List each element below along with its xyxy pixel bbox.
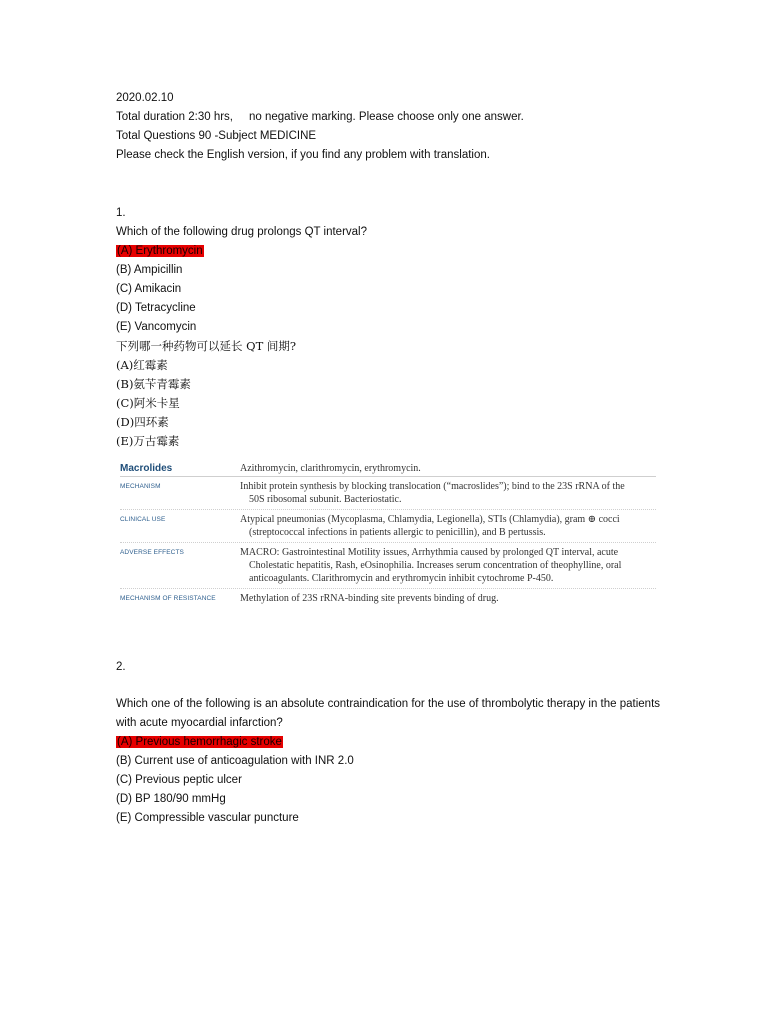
row-key: ADVERSE EFFECTS: [120, 549, 184, 556]
exam-note: Please check the English version, if you find any problem with translation.: [116, 149, 490, 161]
q1-option: (B) Ampicillin: [116, 264, 183, 276]
q1-option-cn: (C)阿米卡星: [116, 396, 180, 410]
q1-option-cn: (B)氨苄青霉素: [116, 377, 191, 391]
q1-question-cn: 下列哪一种药物可以延长 QT 间期?: [116, 339, 297, 353]
row-key: CLINICAL USE: [120, 516, 166, 523]
row-text: Methylation of 23S rRNA-binding site prevents binding of drug.: [240, 593, 499, 604]
q1-option: (D) Tetracycline: [116, 302, 196, 314]
row-text: 50S ribosomal subunit. Bacteriostatic.: [249, 494, 402, 505]
q2-answer-highlight: (A) Previous hemorrhagic stroke: [117, 736, 282, 748]
table-title: Macrolides: [120, 462, 173, 474]
q2-option: (E) Compressible vascular puncture: [116, 812, 299, 824]
table-row: [120, 543, 656, 589]
row-text: Cholestatic hepatitis, Rash, eOsinophilia. Increases serum concentration of theophylline, oral: [249, 560, 622, 571]
q1-option-cn: (D)四环素: [116, 415, 169, 429]
table-row: [120, 589, 656, 608]
q2-option: (B) Current use of anticoagulation with INR 2.0: [116, 755, 354, 767]
row-key: MECHANISM OF RESISTANCE: [120, 595, 216, 602]
macrolides-table: [120, 460, 656, 608]
row-text: Atypical pneumonias (Mycoplasma, Chlamydia, Legionella), STIs (Chlamydia), gram ⊕ cocci: [240, 514, 620, 525]
q1-question: Which of the following drug prolongs QT interval?: [116, 226, 368, 238]
q1-number: 1.: [116, 207, 126, 219]
exam-duration: Total duration 2:30 hrs, no negative marking. Please choose only one answer.: [116, 111, 524, 123]
q1-option: (E) Vancomycin: [116, 321, 197, 333]
row-text: anticoagulants. Clarithromycin and erythromycin inhibit cytochrome P-450.: [249, 573, 554, 584]
q1-option: (C) Amikacin: [116, 283, 182, 295]
q1-option-cn: (E)万古霉素: [116, 434, 180, 448]
exam-date: 2020.02.10: [116, 92, 174, 104]
table-title-value: Azithromycin, clarithromycin, erythromycin.: [240, 462, 421, 474]
q2-number: 2.: [116, 661, 126, 673]
q2-question: Which one of the following is an absolute contraindication for the use of thrombolytic therapy in the patients with acute myocardial infarction?: [116, 698, 661, 729]
q2-option: (D) BP 180/90 mmHg: [116, 793, 226, 805]
table-row: [120, 477, 656, 510]
row-key: MECHANISM: [120, 483, 161, 490]
table-row: [120, 510, 656, 543]
row-text: (streptococcal infections in patients allergic to penicillin), and B pertussis.: [249, 527, 546, 538]
q1-answer-highlight: (A) Erythromycin: [117, 245, 203, 257]
row-text: MACRO: Gastrointestinal Motility issues, Arrhythmia caused by prolonged QT interval, acute: [240, 547, 619, 558]
q2-option: (C) Previous peptic ulcer: [116, 774, 242, 786]
q1-option-cn: (A)红霉素: [116, 358, 168, 372]
exam-document: [116, 89, 661, 828]
row-text: Inhibit protein synthesis by blocking translocation (“macroslides”); bind to the 23S rRNA of the: [240, 481, 625, 492]
exam-total: Total Questions 90 -Subject MEDICINE: [116, 130, 317, 142]
